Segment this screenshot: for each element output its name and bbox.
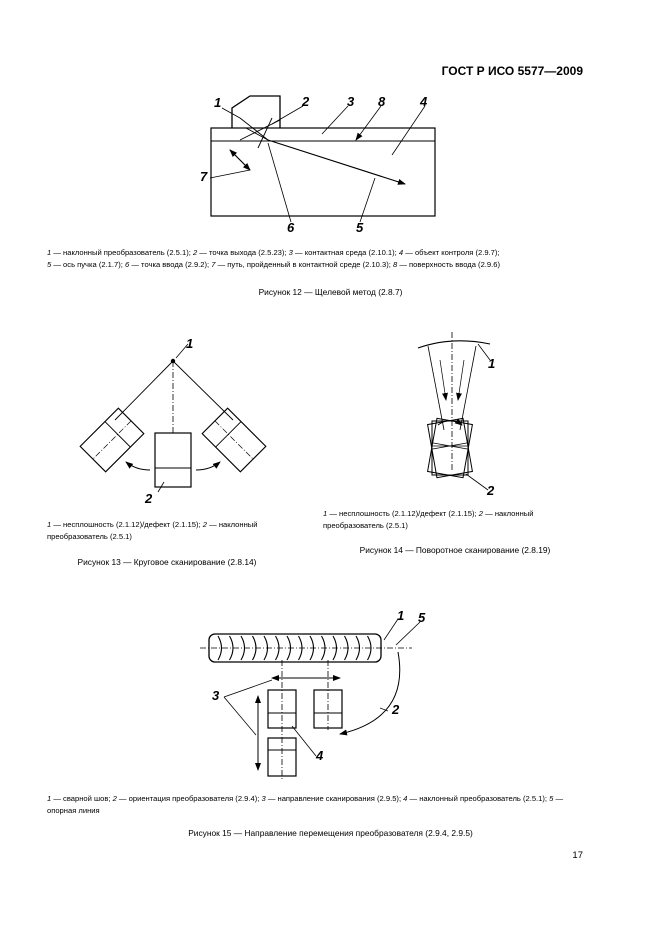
- fig12-label-2: 2: [302, 94, 310, 109]
- fig15-label-2: 2: [392, 702, 400, 717]
- figure-14-caption: Рисунок 14 — Поворотное сканирование (2.8.19): [359, 545, 551, 555]
- document-header: ГОСТ Р ИСО 5577—2009: [441, 64, 583, 78]
- fig12-label-8: 8: [378, 94, 386, 109]
- fig15-label-3: 3: [212, 688, 220, 703]
- fig15-label-1: 1: [397, 608, 405, 623]
- fig12-label-7: 7: [200, 169, 208, 184]
- figure-13-caption: Рисунок 13 — Круговое сканирование (2.8.14): [77, 557, 257, 567]
- fig13-label-1: 1: [186, 336, 194, 351]
- fig14-label-1: 1: [488, 356, 496, 371]
- fig12-label-1: 1: [214, 95, 222, 110]
- fig13-label-2: 2: [145, 491, 153, 506]
- fig15-label-4: 4: [316, 748, 324, 763]
- figure-13-legend: 1 — несплошность (2.1.12)/дефект (2.1.15); 2 — наклонный преобразователь (2.5.1): [47, 520, 258, 541]
- figure-15-legend: 1 — сварной шов; 2 — ориентация преобразователя (2.9.4); 3 — направление сканирования (2.9.5); 4 — наклонный преобразователь (2.5.1); 5 — опорная линия: [47, 794, 564, 815]
- fig12-label-4: 4: [420, 94, 428, 109]
- fig15-label-5: 5: [418, 610, 426, 625]
- figure-15-caption: Рисунок 15 — Направление перемещения преобразователя (2.9.4, 2.9.5): [188, 828, 473, 838]
- fig12-label-5: 5: [356, 220, 364, 235]
- figure-12-legend: 1 — наклонный преобразователь (2.5.1); 2 — точка выхода (2.5.23); 3 — контактная среда (2.10.1); 4 — объект контроля (2.9.7); 5 — ось пучка (2.1.7); 6 — точка ввода (2.9.2); 7 — путь, пройденный в контактной среде (2.10.3); 8 — поверхность ввода (2.9.6): [47, 248, 500, 269]
- fig14-label-2: 2: [487, 483, 495, 498]
- figure-14-legend: 1 — несплошность (2.1.12)/дефект (2.1.15); 2 — наклонный преобразователь (2.5.1): [323, 509, 534, 530]
- fig12-label-3: 3: [347, 94, 355, 109]
- figure-12-caption: Рисунок 12 — Щелевой метод (2.8.7): [258, 287, 403, 297]
- fig12-label-6: 6: [287, 220, 295, 235]
- page-number: 17: [572, 850, 583, 861]
